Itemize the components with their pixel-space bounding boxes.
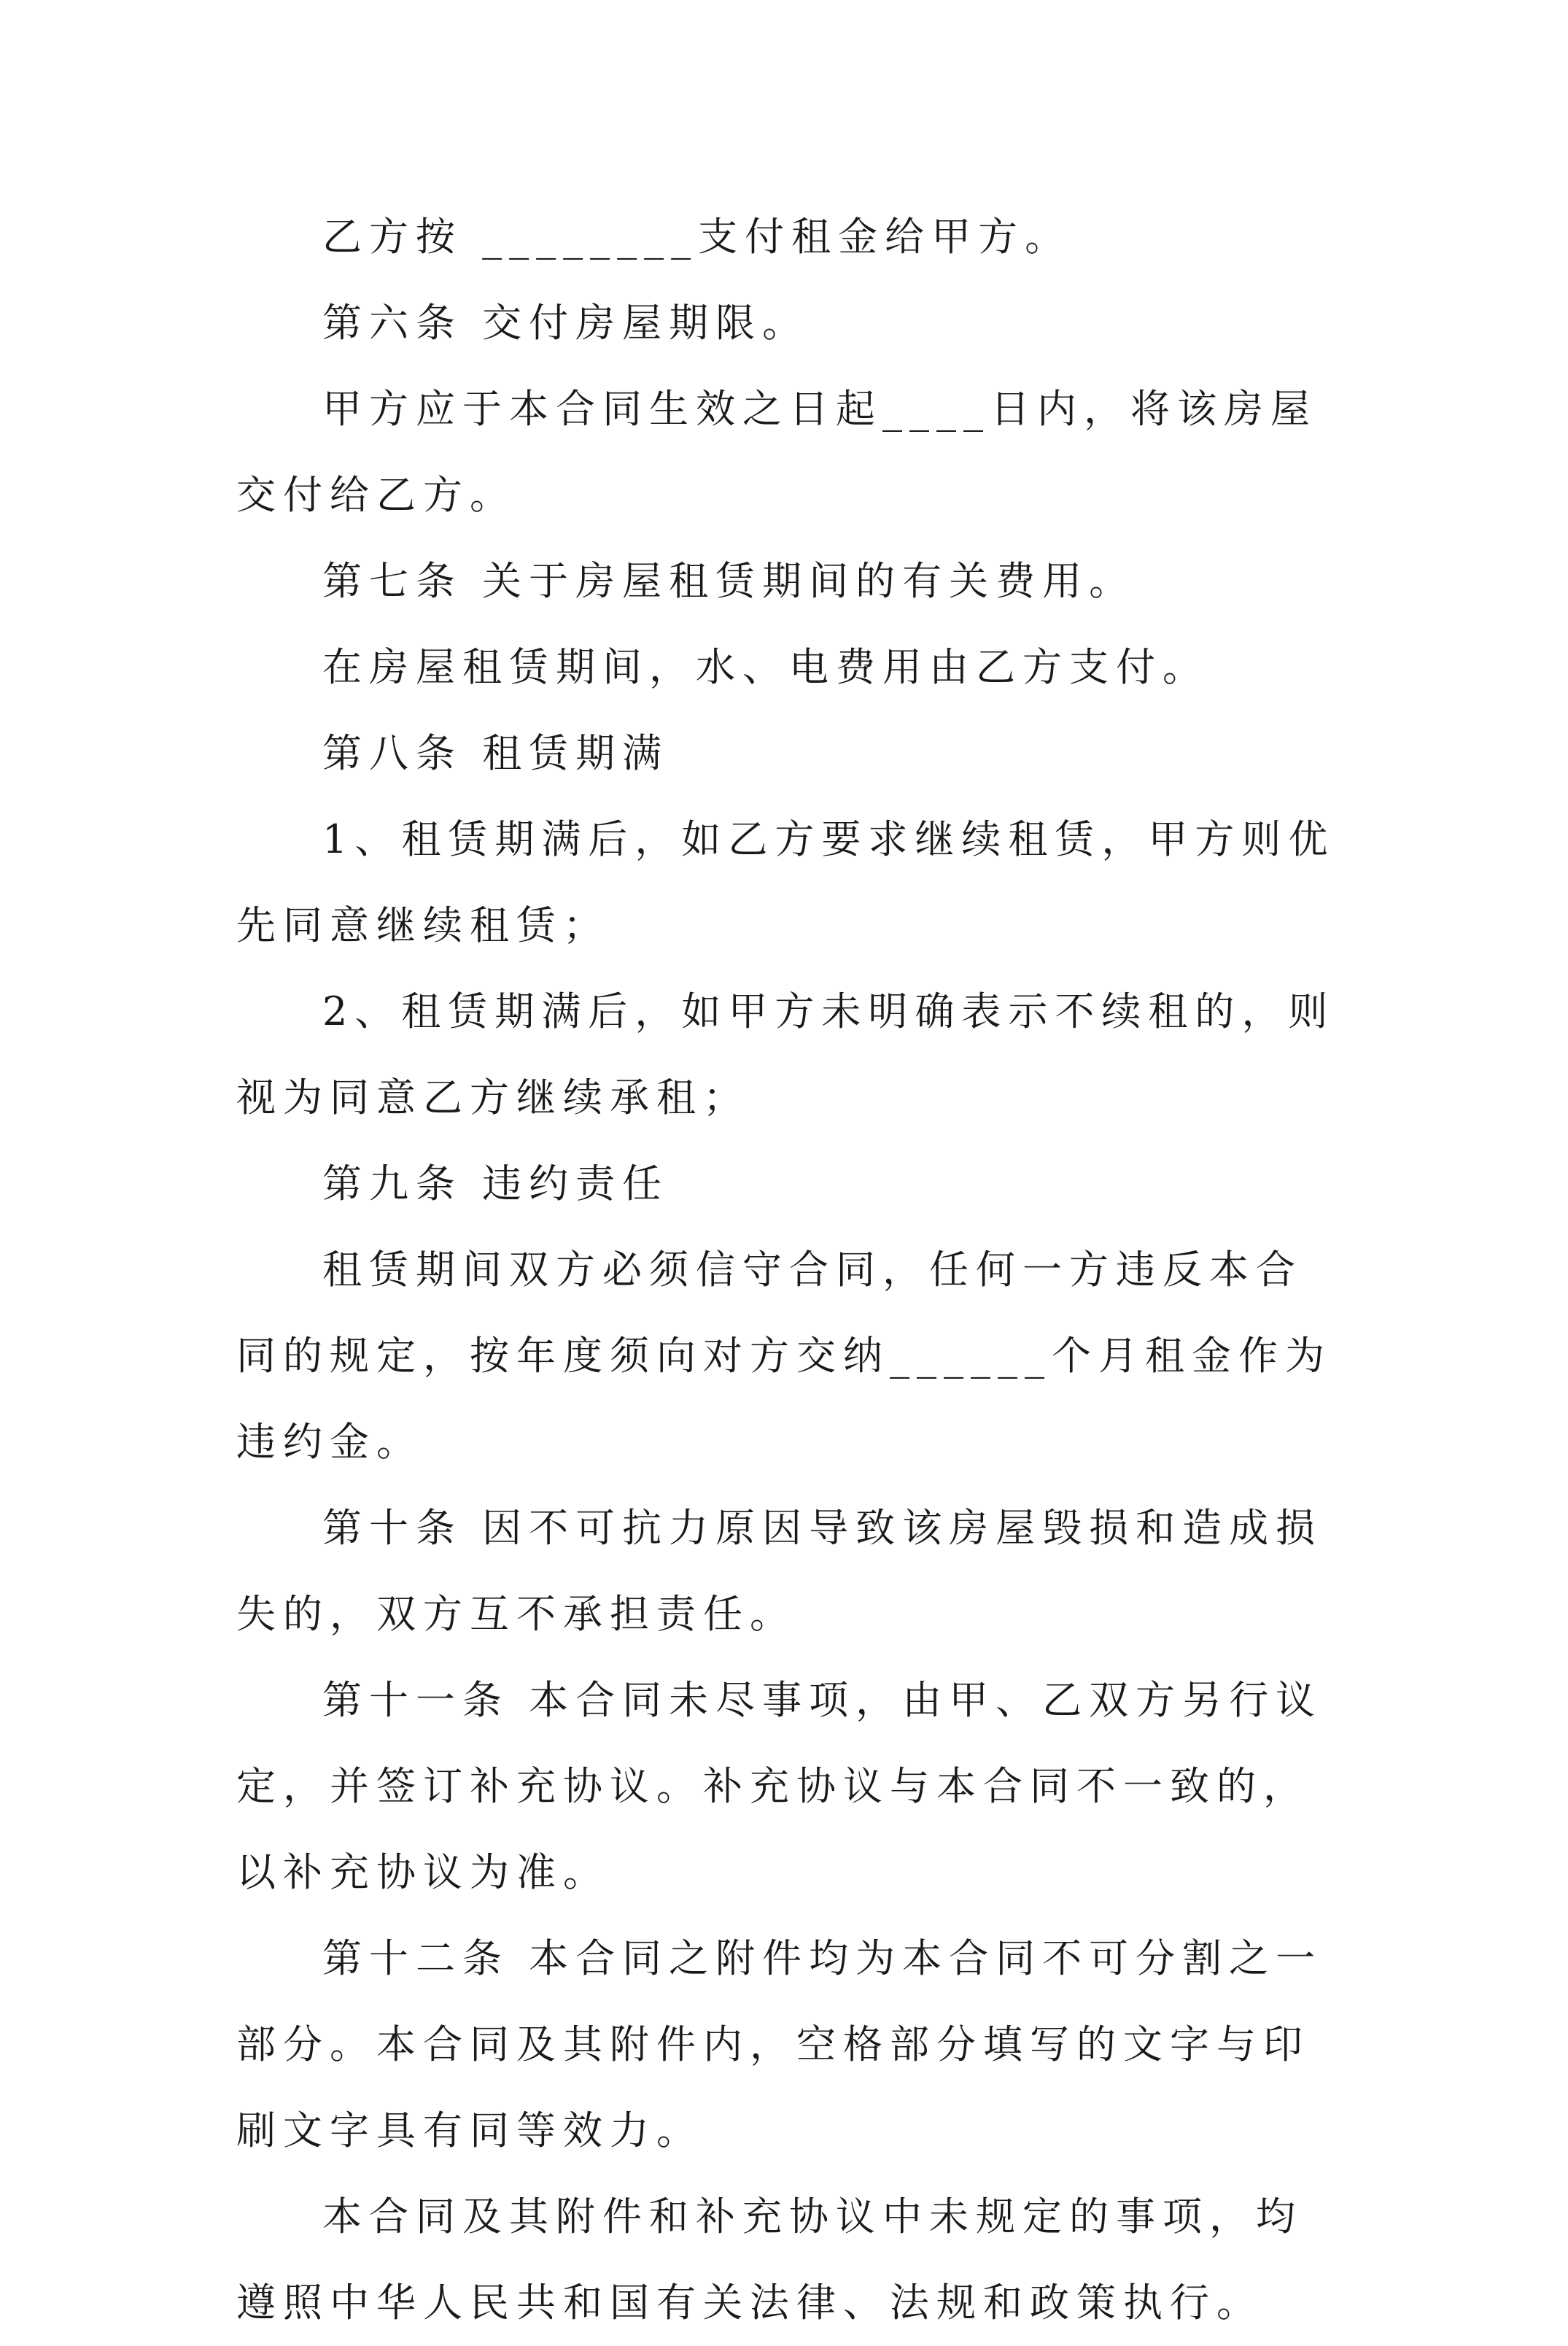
paragraph-article-12: 第十二条 本合同之附件均为本合同不可分割之一部分。本合同及其附件内，空格部分填写的文字与印刷文字具有同等效力。 — [236, 1935, 1323, 2153]
paragraph-applicable-law: 本合同及其附件和补充协议中未规定的事项，均遵照中华人民共和国有关法律、法规和政策执行。 — [236, 2194, 1303, 2326]
paragraph-rent-payment: 乙方按 ________支付租金给甲方。 — [322, 214, 1072, 260]
paragraph-article-11: 第十一条 本合同未尽事项，由甲、乙双方另行议定，并签订补充协议。补充协议与本合同不一致的，以补充协议为准。 — [236, 1677, 1323, 1895]
paragraph-delivery: 甲方应于本合同生效之日起____日内，将该房屋交付给乙方。 — [236, 386, 1317, 518]
heading-article-6: 第六条 交付房屋期限。 — [322, 300, 810, 346]
paragraph-breach: 租赁期间双方必须信守合同，任何一方违反本合同的规定，按年度须向对方交纳______个月租金作为违约金。 — [236, 1247, 1332, 1465]
document-body — [236, 194, 1338, 2346]
paragraph-article-10: 第十条 因不可抗力原因导致该房屋毁损和造成损失的，双方互不承担责任。 — [236, 1505, 1323, 1637]
heading-article-9: 第九条 违约责任 — [322, 1161, 669, 1207]
paragraph-renewal-2: 2、租赁期满后，如甲方未明确表示不续租的，则视为同意乙方继续承租； — [236, 988, 1335, 1120]
heading-article-7: 第七条 关于房屋租赁期间的有关费用。 — [322, 558, 1136, 604]
paragraph-utilities: 在房屋租赁期间，水、电费用由乙方支付。 — [322, 644, 1209, 690]
paragraph-renewal-1: 1、租赁期满后，如乙方要求继续租赁，甲方则优先同意继续租赁； — [236, 816, 1335, 948]
heading-article-8: 第八条 租赁期满 — [322, 730, 669, 776]
